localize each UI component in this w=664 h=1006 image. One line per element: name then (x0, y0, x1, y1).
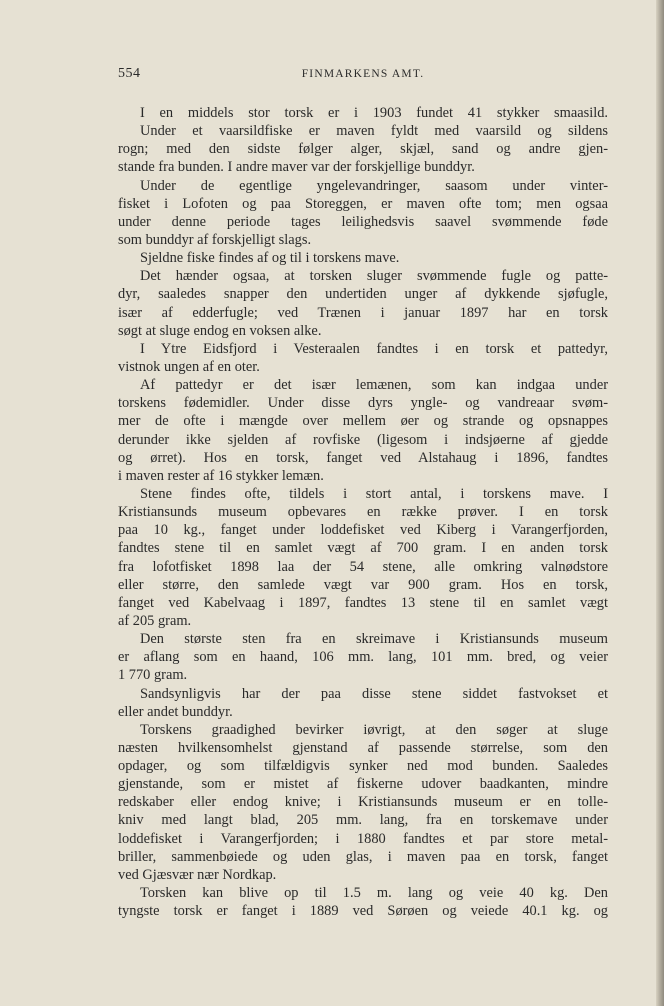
running-title: FINMARKENS AMT. (301, 68, 425, 80)
text-line: fisket i Lofoten og paa Storeggen, er maven ofte tom; men ogsaa (118, 195, 608, 212)
text-line: fanget ved Kabelvaag i 1897, fandtes 13 stene til en samlet vægt (118, 594, 608, 611)
text-line: Den største sten fra en skreimave i Kristiansunds museum (140, 631, 608, 648)
text-line: under denne periode tages leilighedsvis saavel svømmende føde (118, 213, 608, 230)
text-line: især af edderfugle; ved Trænen i januar 1897 har en torsk (118, 304, 608, 321)
text-line: i maven rester af 16 stykker lemæn. (118, 467, 324, 484)
text-line: paa 10 kg., fanget under loddefisket ved Kiberg i Varangerfjorden, (118, 522, 608, 539)
text-line: Stene findes ofte, tildels i stort antal, i torskens mave. I (140, 485, 608, 502)
text-line: eller andet bunddyr. (118, 703, 233, 720)
text-line: I en middels stor torsk er i 1903 fundet 41 stykker smaasild. (140, 105, 608, 121)
text-line: derunder ikke sjelden af rovfiske (ligesom i indsjøerne af gjedde (118, 431, 608, 448)
page-header (118, 66, 608, 84)
text-line: fandtes stene til en samlet vægt af 700 gram. I en anden torsk (118, 540, 608, 557)
text-line: Torskens graadighed bevirker iøvrigt, at den søger at sluge (140, 721, 608, 738)
text-line: vistnok ungen af en oter. (118, 358, 260, 375)
text-line: stande fra bunden. I andre maver var der forskjellige bunddyr. (118, 159, 475, 176)
page-edge (656, 0, 664, 1006)
text-line: som bunddyr af forskjelligt slags. (118, 231, 312, 248)
text-line: I Ytre Eidsfjord i Vesteraalen fandtes i en torsk et pattedyr, (140, 340, 608, 357)
page-number: 554 (118, 66, 141, 81)
text-line: næsten hvilkensomhelst gjenstand af passende størrelse, som den (118, 739, 608, 756)
text-line: rogn; med den sidste følger alger, skjæl, sand og andre gjen- (118, 141, 608, 158)
text-line: opdager, og som tilfældigvis synker ned mod bunden. Saaledes (118, 758, 608, 775)
text-line: Under de egentlige yngelevandringer, saasom under vinter- (140, 177, 608, 194)
text-line: Sjeldne fiske findes af og til i torskens mave. (140, 250, 400, 267)
text-line: Under et vaarsildfiske er maven fyldt med vaarsild og sildens (140, 123, 608, 140)
text-line: 1 770 gram. (118, 667, 188, 684)
text-line: tyngste torsk er fanget i 1889 ved Sørøen og veiede 40.1 kg. og (118, 903, 608, 920)
text-line: eller større, den samlede vægt var 900 gram. Hos en torsk, (118, 576, 608, 593)
text-line: Af pattedyr er det især lemænen, som kan indgaa under (140, 377, 608, 394)
text-line: redskaber eller endog knive; i Kristiansunds museum er en tolle- (118, 794, 608, 811)
text-line: søgt at sluge endog en voksen alke. (118, 322, 322, 339)
text-line: og ørret). Hos en torsk, fanget ved Alstahaug i 1896, fandtes (118, 449, 608, 466)
text-line: Kristiansunds museum opbevares en række prøver. I en torsk (118, 504, 608, 521)
text-line: gjenstande, som er mistet af fiskerne udover baadkanten, mindre (118, 776, 608, 793)
text-line: ved Gjæsvær nær Nordkap. (118, 866, 277, 883)
text-line: er aflang som en haand, 106 mm. lang, 101 mm. bred, og veier (118, 649, 608, 666)
text-line: af 205 gram. (118, 612, 192, 629)
text-line: dyr, saaledes snapper den undertiden unger af dykkende sjøfugle, (118, 286, 608, 303)
text-line: briller, sammenbøiede og uden glas, i maven paa en torsk, fanget (118, 848, 608, 865)
body-text (118, 104, 608, 920)
text-line: loddefisket i Varangerfjorden; i 1880 fandtes et par store metal- (118, 830, 608, 847)
text-line: mer de ofte i mængde over mellem øer og strande og opsnappes (118, 413, 608, 430)
text-line: Det hænder ogsaa, at torsken sluger svømmende fugle og patte- (140, 268, 608, 285)
text-line: fra lofotfisket 1898 laa der 54 stene, alle omkring valnødstore (118, 558, 608, 575)
text-line: kniv med langt blad, 205 mm. lang, fra en torskemave under (118, 812, 608, 829)
text-line: torskens fødemidler. Under disse dyrs yngle- og vandreaar svøm- (118, 395, 608, 412)
text-line: Torsken kan blive op til 1.5 m. lang og veie 40 kg. Den (140, 885, 608, 902)
text-line: Sandsynligvis har der paa disse stene siddet fastvokset et (140, 685, 608, 702)
